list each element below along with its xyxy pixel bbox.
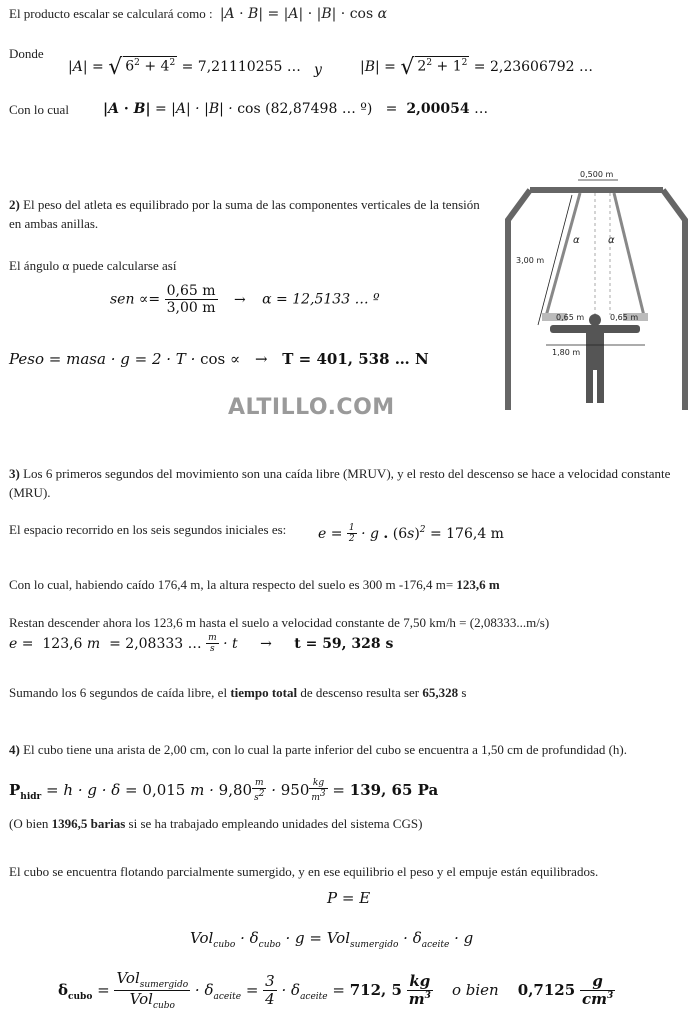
scalar-result: 2,00054 [406,101,470,117]
mod-a-equation: |A| = √ $6^2 + 4^2 = 7,21110255$ … [68,55,301,80]
sine-denominator: 3,00 m [166,300,216,317]
top-distance-label: 0,500 m [580,170,614,179]
watermark-logo: ALTILLO.COM [228,395,395,420]
kg-m3-unit: $\frac{kg}{m^3}$ [408,972,431,1009]
ropes [545,193,645,320]
gravity-unit-fraction: $\frac{m}{s^2}$ [254,778,265,804]
distance-value: = 176,4 m [429,525,504,542]
mod-b-value: = 2,23606792 … [473,59,594,75]
velocity-unit-fraction: $\frac{m}{s}$ [208,633,217,655]
y-word: y [314,62,322,78]
pressure-result: 139, 65 Pa [349,780,439,799]
float-text: El cubo se encuentra flotando parcialmente sumergido, y en ese equilibrio el peso y el empuje están equilibrados. [9,864,599,879]
cgs-suffix: si se ha trabajado empleando unidades del sistema CGS) [125,816,423,831]
con-lo-cual-label: Con lo cual [9,102,69,117]
scalar-result-equation: |A · B| = |A| · |B| · cos (82,87498 … º) = 2,00054 … [103,101,489,117]
total-bold: tiempo total [230,685,298,700]
density-result-cgs: 0,7125 [517,980,576,999]
cgs-prefix: (O bien [9,816,52,831]
span-label: 1,80 m [552,348,581,357]
total-time-line [9,685,466,701]
section-3-text: Los 6 primeros segundos del movimiento son una caída libre (MRUV), y el resto del descenso se hace a velocidad constante (MRU). [9,466,671,500]
weight-equation: Peso = masa · g = 2 · T · cos ∝ → T = 401, 538 … N [9,350,429,368]
time-result: t = 59, 328 s [294,635,394,652]
scalar-sentence: El producto escalar se calculará como : [9,6,213,21]
section-4-text: El cubo tiene una arista de 2,00 cm, con lo cual la parte inferior del cubo se encuentra a 1,50 cm de profundidad (h). [19,742,628,757]
section-4-intro [9,742,627,758]
mod-b-equation: |B| = √ $2^2 + 1^2 = 2,23606792$ … [360,55,594,80]
donde-label: Donde [9,46,44,61]
section-2-text: El peso del atleta es equilibrado por la suma de las componentes verticales de la tensión en ambas anillas. [9,197,480,231]
total-prefix: Sumando los 6 segundos de caída libre, el [9,685,231,700]
volume-fraction: $\frac{Vol_{sumergido}}{Vol_{cubo}}$ [116,969,189,1012]
g-cm3-unit: $\frac{g}{cm^3}$ [581,972,614,1009]
cgs-bold: 1396,5 barias [51,816,126,831]
section-3-intro [9,464,679,502]
density-unit-fraction: $\frac{kg}{m^3}$ [311,778,326,804]
distance-text: El espacio recorrido en los seis segundos iniciales es: [9,522,287,537]
alpha-right-label: α [608,235,615,246]
height-result: 123,6 m [453,577,500,592]
pressure-equation: $P_{hidr} = h \cdot g \cdot \delta = 0,015$ m · 9,80 $\frac{m}{s^2}$ · 950 $\frac{kg}{m^3}$ = 139, 65 Pa [9,778,439,804]
right-distance-label: 0,65 m [610,313,639,322]
angle-value: (82,87498 … º) [265,101,373,117]
sine-fraction [165,283,218,316]
angle-text: El ángulo α puede calcularse así [9,258,177,273]
total-mid: de descenso resulta ser [297,685,423,700]
section-4-number: 4) [9,742,20,757]
time-equation: e = 123,6 m = 2,08333 … $\frac{m}{s}$ · t → t = 59, 328 s [9,633,394,655]
distance-equation: e = $\frac{1}{2}$ · g . $(6s)^2 = 176,4$ m [318,523,504,545]
rope-length-label: 3,00 m [516,256,545,265]
ellipsis: … [469,101,489,117]
pe-equation: P = E [327,889,371,907]
sine-equation: sen ∝= $\frac{0,65 m}{3,00 m}$ → α = 12,5133 … º [110,283,380,317]
gymnastics-frame [508,187,685,410]
remaining-text: Restan descender ahora los 123,6 m hasta el suelo a velocidad constante de 7,50 km/h = (2,08333...m/s) [9,615,550,630]
section-2-intro [9,195,487,233]
mod-a-value: = 7,21110255 … [181,59,301,75]
scalar-product-line [9,6,387,22]
section-2-number: 2) [9,197,20,212]
rings-diagram [500,165,690,415]
height-text: Con lo cual, habiendo caído 176,4 m, la altura respecto del suelo es 300 m -176,4 m= [9,577,454,592]
cgs-note [9,816,422,832]
athlete-silhouette [550,314,640,403]
density-result: 712, 5 [349,980,402,999]
left-distance-label: 0,65 m [556,313,585,322]
alpha-left-label: α [573,235,580,246]
density-equation: $\delta_{cubo}$ = $\frac{Vol_{sumergido}}{Vol_{cubo}}$ · $\delta_{aceite}$ = $\frac{3}{4}$ · $\delta_{aceite} = 712$, 5 $\frac{kg}{m^3}$ o bien 0,7125 $\frac{g}{cm^3}$ [58,969,614,1012]
sine-numerator: 0,65 m [166,283,216,299]
tension-result: T = 401, 538 … N [282,350,429,368]
three-quarters-fraction: $\frac{3}{4}$ [265,972,275,1009]
height-line [9,577,500,593]
scalar-formula: |A · B| = |A| · |B| · cos α [219,6,388,22]
total-value: 65,328 [422,685,459,700]
alpha-value: α = 12,5133 … º [262,291,380,308]
volume-equation: $Vol_{cubo} \cdot \delta_{cubo} \cdot g = Vol_{sumergido} \cdot \delta_{aceite} \cdot g$ [190,929,474,950]
section-3-number: 3) [9,466,20,481]
half-fraction: $\frac{1}{2}$ [348,523,355,545]
total-unit: s [458,685,467,700]
o-bien: o bien [451,980,499,999]
